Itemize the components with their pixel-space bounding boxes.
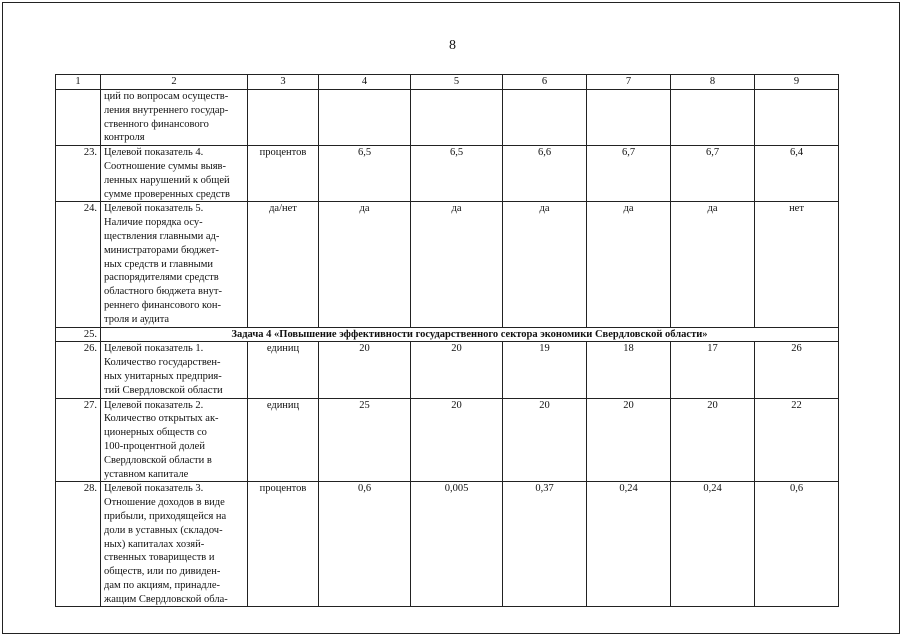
row-number [56, 90, 101, 146]
description-line: тий Свердловской области [104, 384, 223, 396]
unit-cell: процентов [248, 482, 319, 607]
value-cell: 6,6 [503, 146, 587, 202]
value-cell: 26 [755, 342, 839, 398]
description-line: Целевой показатель 5. [104, 203, 204, 215]
indicator-description [101, 202, 248, 327]
description-line: областного бюджета внут- [104, 286, 222, 298]
header-cell: 3 [248, 75, 319, 90]
description-line: дам по акциям, принадле- [104, 579, 220, 591]
description-line: Свердловской области в [104, 454, 212, 466]
value-cell: 0,24 [587, 482, 671, 607]
unit-cell: единиц [248, 398, 319, 482]
description-line: уставном капитале [104, 468, 189, 480]
description-line: ления внутреннего государ- [104, 104, 229, 116]
value-cell [671, 90, 755, 146]
description-line: 100-процентной долей [104, 440, 205, 452]
value-cell: да [411, 202, 503, 327]
description-line: троля и аудита [104, 313, 170, 325]
header-cell: 8 [671, 75, 755, 90]
row-number: 24. [56, 202, 101, 327]
header-cell: 1 [56, 75, 101, 90]
table-row [56, 342, 839, 398]
value-cell: да [319, 202, 411, 327]
value-cell: 20 [411, 398, 503, 482]
table-row [56, 202, 839, 327]
value-cell: 20 [587, 398, 671, 482]
indicator-description [101, 482, 248, 607]
value-cell [411, 90, 503, 146]
table-row [56, 398, 839, 482]
description-line: ных) капиталах хозяй- [104, 538, 205, 550]
value-cell: 20 [503, 398, 587, 482]
description-line: обществ, или по дивиден- [104, 566, 221, 578]
header-cell: 2 [101, 75, 248, 90]
description-line: контроля [104, 132, 145, 144]
value-cell: 20 [671, 398, 755, 482]
description-line: Целевой показатель 3. [104, 483, 204, 495]
description-line: ных средств и главными [104, 258, 213, 270]
description-line: жащим Свердловской обла- [104, 593, 228, 605]
description-line: Количество государствен- [104, 357, 221, 369]
table-row [56, 146, 839, 202]
value-cell: 6,4 [755, 146, 839, 202]
indicator-description [101, 398, 248, 482]
value-cell: 0,6 [755, 482, 839, 607]
value-cell: 0,37 [503, 482, 587, 607]
task-title: Задача 4 «Повышение эффективности государственного сектора экономики Свердловской области» [101, 327, 839, 342]
indicator-description [101, 342, 248, 398]
value-cell: 22 [755, 398, 839, 482]
row-number: 27. [56, 398, 101, 482]
table-row [56, 482, 839, 607]
value-cell: 19 [503, 342, 587, 398]
description-line: прибыли, приходящейся на [104, 510, 227, 522]
indicator-description [101, 90, 248, 146]
description-line: доли в уставных (складоч- [104, 524, 223, 536]
value-cell: 18 [587, 342, 671, 398]
value-cell [319, 90, 411, 146]
value-cell: 0,005 [411, 482, 503, 607]
header-cell: 9 [755, 75, 839, 90]
description-line: ственного финансового [104, 118, 209, 130]
row-number: 28. [56, 482, 101, 607]
indicator-description [101, 146, 248, 202]
description-line: сумме проверенных средств [104, 188, 230, 200]
value-cell: 6,5 [319, 146, 411, 202]
value-cell: нет [755, 202, 839, 327]
row-number: 23. [56, 146, 101, 202]
description-line: ленных нарушений к общей [104, 174, 230, 186]
value-cell: да [503, 202, 587, 327]
description-line: Наличие порядка осу- [104, 217, 203, 229]
description-line: Целевой показатель 2. [104, 399, 204, 411]
value-cell: 6,7 [671, 146, 755, 202]
unit-cell: да/нет [248, 202, 319, 327]
description-line: Целевой показатель 4. [104, 147, 204, 159]
value-cell [755, 90, 839, 146]
description-line: ционерных обществ со [104, 427, 207, 439]
indicators-table [55, 74, 839, 607]
description-line: ственных товариществ и [104, 552, 215, 564]
value-cell: 25 [319, 398, 411, 482]
row-number: 26. [56, 342, 101, 398]
value-cell [503, 90, 587, 146]
task-row [56, 327, 839, 342]
row-number: 25. [56, 327, 101, 342]
unit-cell [248, 90, 319, 146]
header-cell: 5 [411, 75, 503, 90]
value-cell: 0,24 [671, 482, 755, 607]
description-line: распорядителями средств [104, 272, 219, 284]
header-cell: 6 [503, 75, 587, 90]
description-line: Количество открытых ак- [104, 413, 219, 425]
value-cell: 20 [411, 342, 503, 398]
header-row [56, 75, 839, 90]
value-cell: да [587, 202, 671, 327]
header-cell: 7 [587, 75, 671, 90]
description-line: Отношение доходов в виде [104, 497, 225, 509]
description-line: Соотношение суммы выяв- [104, 160, 226, 172]
table-row [56, 90, 839, 146]
description-line: министраторами бюджет- [104, 244, 219, 256]
value-cell: да [671, 202, 755, 327]
value-cell: 6,7 [587, 146, 671, 202]
value-cell: 6,5 [411, 146, 503, 202]
description-line: ществления главными ад- [104, 230, 220, 242]
value-cell: 17 [671, 342, 755, 398]
table-body [56, 75, 839, 607]
value-cell: 0,6 [319, 482, 411, 607]
unit-cell: единиц [248, 342, 319, 398]
value-cell: 20 [319, 342, 411, 398]
header-cell: 4 [319, 75, 411, 90]
description-line: Целевой показатель 1. [104, 343, 204, 355]
description-line: ций по вопросам осуществ- [104, 91, 229, 102]
description-line: ных унитарных предприя- [104, 370, 222, 382]
description-line: реннего финансового кон- [104, 299, 221, 311]
page-number: 8 [449, 38, 456, 53]
unit-cell: процентов [248, 146, 319, 202]
value-cell [587, 90, 671, 146]
